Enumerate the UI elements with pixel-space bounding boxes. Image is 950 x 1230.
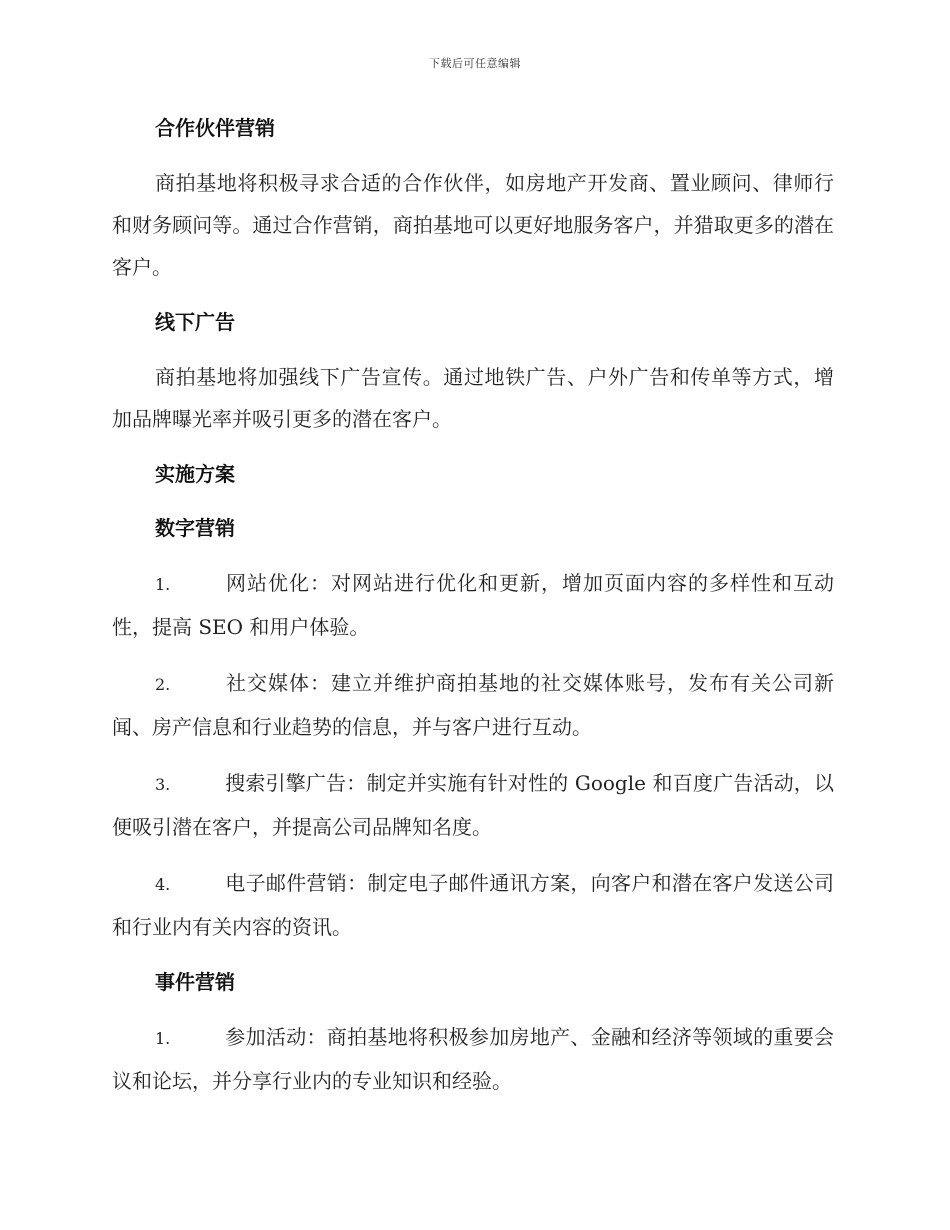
list-item-number: 3. bbox=[155, 775, 171, 794]
list-item-number: 1. bbox=[155, 575, 171, 594]
list-item-text: 搜索引擎广告：制定并实施有针对性的 Google 和百度广告活动，以便吸引潜在客户，并提高公司品牌知名度。 bbox=[112, 771, 834, 839]
list-item-text: 电子邮件营销：制定电子邮件通讯方案，向客户和潜在客户发送公司和行业内有关内容的资讯。 bbox=[112, 871, 834, 939]
list-item bbox=[112, 562, 834, 648]
heading-digital-marketing: 数字营销 bbox=[155, 516, 235, 540]
list-item-number: 2. bbox=[155, 675, 171, 694]
list-item-text: 社交媒体：建立并维护商拍基地的社交媒体账号，发布有关公司新闻、房产信息和行业趋势的信息，并与客户进行互动。 bbox=[112, 671, 834, 739]
document-body bbox=[112, 108, 834, 1116]
list-item-number: 1. bbox=[155, 1029, 171, 1048]
list-item bbox=[112, 1016, 834, 1102]
heading-event-marketing: 事件营销 bbox=[155, 970, 235, 994]
list-item bbox=[112, 762, 834, 848]
header-note: 下载后可任意编辑 bbox=[429, 57, 521, 70]
list-item-number: 4. bbox=[155, 875, 171, 894]
list-item bbox=[112, 862, 834, 948]
heading-implementation-plan: 实施方案 bbox=[155, 462, 235, 486]
list-item bbox=[112, 662, 834, 748]
paragraph-partner-marketing: 商拍基地将积极寻求合适的合作伙伴，如房地产开发商、置业顾问、律师行和财务顾问等。通过合作营销，商拍基地可以更好地服务客户，并猎取更多的潜在客户。 bbox=[112, 171, 834, 279]
heading-partner-marketing: 合作伙伴营销 bbox=[155, 116, 275, 140]
heading-offline-ads: 线下广告 bbox=[155, 310, 235, 334]
paragraph-offline-ads: 商拍基地将加强线下广告宣传。通过地铁广告、户外广告和传单等方式，增加品牌曝光率并吸引更多的潜在客户。 bbox=[112, 365, 834, 431]
list-item-text: 参加活动：商拍基地将积极参加房地产、金融和经济等领域的重要会议和论坛，并分享行业内的专业知识和经验。 bbox=[112, 1025, 834, 1093]
list-item-text: 网站优化：对网站进行优化和更新，增加页面内容的多样性和互动性，提高 SEO 和用户体验。 bbox=[112, 571, 834, 639]
